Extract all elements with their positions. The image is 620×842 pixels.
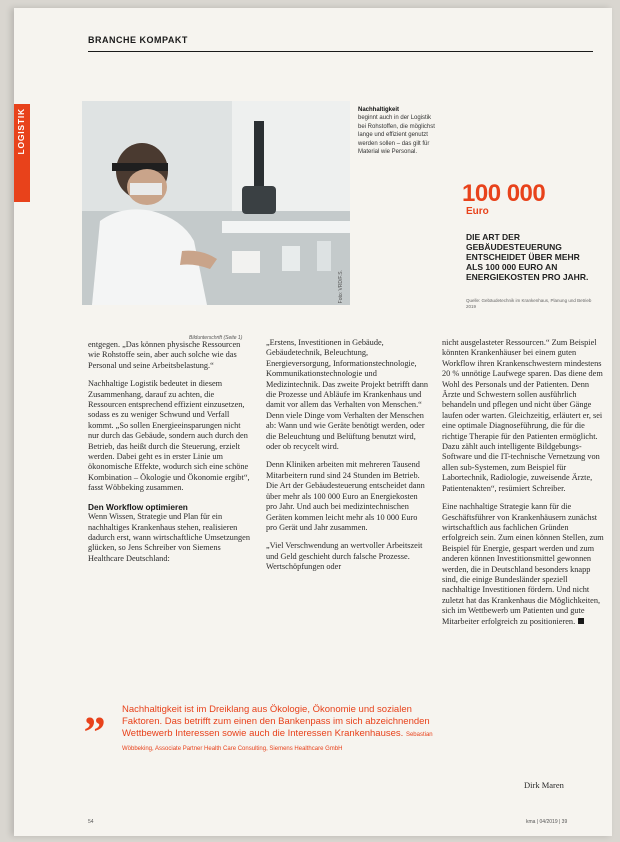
article-column-3 <box>442 338 604 635</box>
issue-info: kma | 04/2019 | 39 <box>526 819 568 825</box>
paragraph: nicht ausgelasteter Ressourcen.“ Zum Beispiel könnten Krankenhäuser bei einem guten Workflow ihren Krankenschwestern mindestens 20 % unnötige Laufwege sparen. Das diene dem Wohl des Personals und der Patienten. Denn Ärzte und Schwestern sollen ausführlich behandeln und pflegen und nicht über Gänge laufen oder warten. Gleichzeitig, erläutert er, sei eine optimale Diagnoseführung, die für die richtige Therapie für den Patienten ermöglicht. Dazu zählt auch intelligente Bildgebungs-Software und die IT-technische Vernetzung von allen sub-Systemen, zum Beispiel für Labortechnik, Radiologie, zuweisende Ärzte, Patientenakten“, resümiert Schreiber. <box>442 338 603 493</box>
paragraph: entgegen. „Das können physische Ressourcen wie Rohstoffe sein, aber auch solche wie das Personal und seine Arbeitsbelastung.“ <box>88 340 241 370</box>
page-number: 54 <box>88 819 94 825</box>
end-mark-icon <box>578 618 584 624</box>
image-credit: Bildunterschrift (Seite 1) <box>189 335 243 341</box>
side-tab-label: LOGISTIK <box>16 108 26 155</box>
paragraph-text: Eine nachhaltige Strategie kann für die Geschäftsführer von Krankenhäusern zunächst wirtschaftlich aus fachlichen Gründen erfolgreich sein. Zum einen können Stellen, zum Beispiel für Energie, gespart werden und zum anderen können Investitionsmittel gewonnen werden, die in Deutschland besonders knapp sind, die einige Bundesländer speziell nachhaltige Investitionen fördern. Und nicht zuletzt hat das Krankenhaus die Möglichkeiten, sich im Wettbewerb um Patienten und gute Mitarbeiter erfolgreich zu positionieren. <box>442 502 604 626</box>
fact-number: 100 000 <box>462 180 546 207</box>
paragraph: „Viel Verschwendung an wertvoller Arbeitszeit und Geld geschieht durch falsche Prozesse. Wertschöpfungen oder <box>266 541 423 572</box>
side-tab <box>14 104 30 202</box>
photo-caption <box>358 106 436 156</box>
quote-text: Nachhaltigkeit ist im Dreiklang aus Ökologie, Ökonomie und sozialen Faktoren. Das betrifft zum einen den Bankenpass im sich abzeichnenden Wettbewerb Interessen sowie auch die Interessen Krankenhauses. <box>122 704 430 740</box>
article-column-2 <box>266 338 430 581</box>
pull-quote <box>82 685 436 782</box>
lab-photo-illustration <box>82 101 350 305</box>
article-photo <box>82 101 350 305</box>
section-header <box>88 30 593 52</box>
paragraph: Wenn Wissen, Strategie und Plan für ein nachhaltiges Krankenhaus stehen, realisieren dadurch erst, wann wirtschaftliche Umsetzungen glücken, so Jens Schreiber von Siemens Healthcare Deutschland: <box>88 512 250 563</box>
quote-mark-icon: „ <box>84 685 106 734</box>
subheading: Den Workflow optimieren <box>88 501 188 512</box>
paragraph: Nachhaltige Logistik bedeutet in diesem Zusammenhang, darauf zu achten, die Ressourcen entsprechend effizient einzusetzen, sodass es zu weniger Schwund und Verfall kommt. „So sollen Energieeinsparungen nicht nur durch das Gebäude, sondern auch durch den Betrieb, das heißt durch die Steuerung, erzielt werden. Dabei geht es in erster Linie um ökonomische Effekte, wodurch sich eine schöne Kombination – Ökologie und Ökonomie ergibt“, fasst Wöbbeking zusammen. <box>88 379 250 493</box>
paragraph: Denn Kliniken arbeiten mit mehreren Tausend Mitarbeitern rund sind 24 Stunden im Betrieb. Die Art der Gebäudesteuerung entscheidet dann über mehr als 100 000 Euro an Energiekosten pro Jahr. Und auch bei medizintechnischen Geräten kommen leicht mehr als 10 000 Euro pro Gerät und Jahr zusammen. <box>266 460 425 532</box>
article-column-1 <box>88 340 253 572</box>
caption-title: Nachhaltigkeit <box>358 107 400 113</box>
fact-unit: Euro <box>466 206 489 217</box>
article-author: Dirk Maren <box>524 780 564 790</box>
fact-source: Quelle: Gebäudetechnik im Krankenhaus, Planung und Betrieb 2019 <box>466 298 592 309</box>
section-title: BRANCHE KOMPAKT <box>88 35 188 45</box>
photo-credit: Foto: VRD/F.S. <box>338 270 344 304</box>
magazine-page <box>14 8 612 836</box>
quote-author: Sebastian Wöbbeking, Associate Partner Health Care Consulting, Siemens Healthcare GmbH <box>122 732 433 752</box>
paragraph: „Erstens, Investitionen in Gebäude, Gebäudetechnik, Beleuchtung, Energieversorgung, Informationstechnologie, Kommunikationstechnologie und Medizintechnik. Das zweite Projekt betrifft dann die Prozesse und Abläufe im Krankenhaus und damit vor allem das Verhalten von Menschen.“ Denn viele Dinge vom Verhalten der Menschen ab: Wann und wie Geräte benötigt werden, oder die Beleuchtung und Belüftung benutzt wird, oder ob recycelt wird. <box>266 338 429 452</box>
paragraph <box>442 502 604 627</box>
caption-body: beginnt auch in der Logistik bei Rohstoffen, die möglichst lange und effizient genutzt werden sollen – das gilt für Material wie Personal. <box>358 115 435 156</box>
fact-text: DIE ART DER GEBÄUDESTEUERUNG ENTSCHEIDET ÜBER MEHR ALS 100 000 EURO AN ENERGIEKOSTEN PRO JAHR. <box>466 232 589 282</box>
